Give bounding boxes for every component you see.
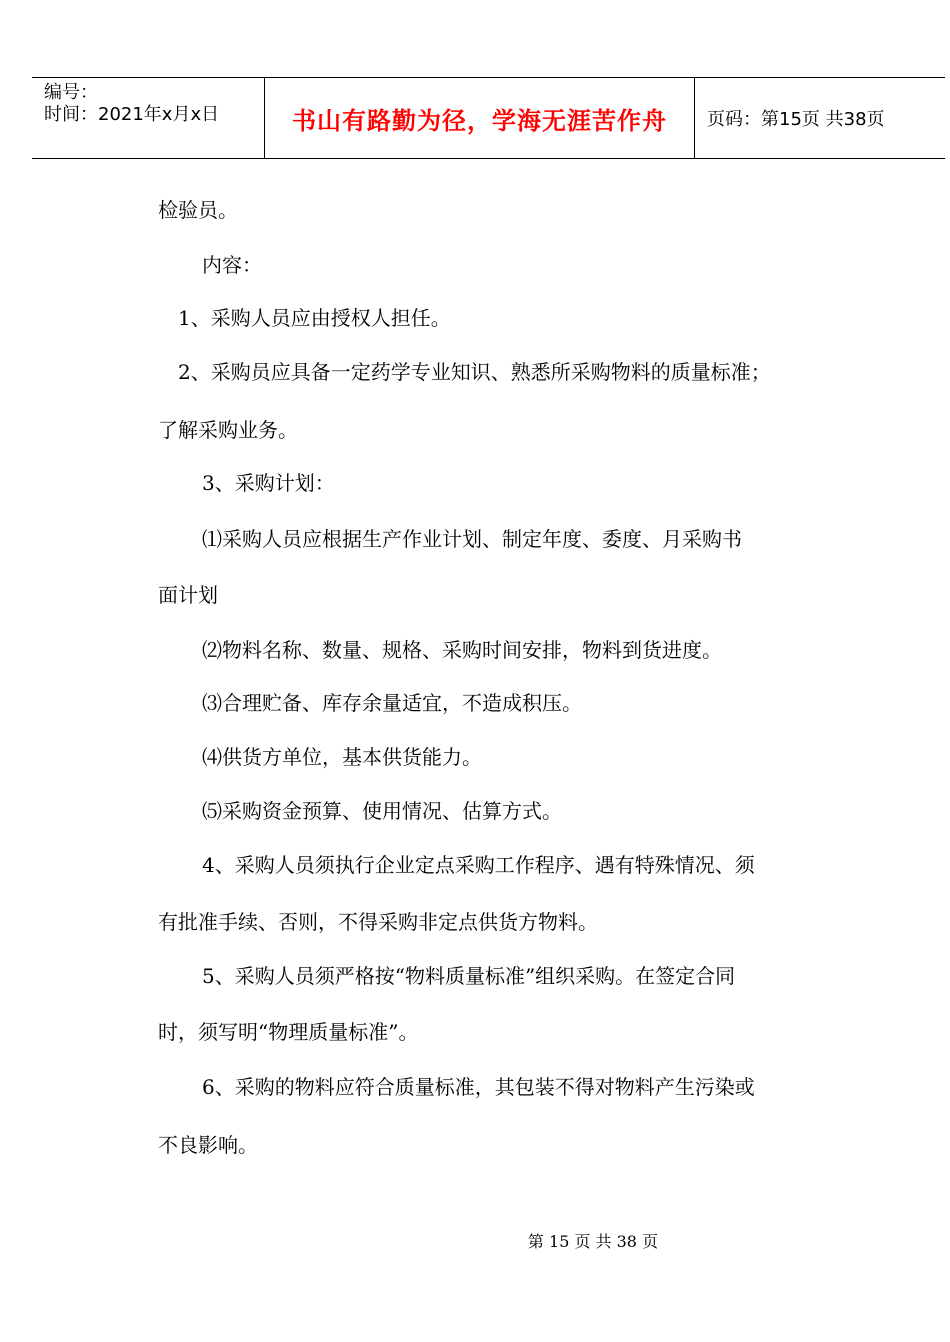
time-label: 时间：2021年x月x日 (44, 104, 220, 125)
text-line: ⑷供货方单位，基本供货能力。 (202, 745, 482, 769)
header-meta (44, 82, 219, 126)
page-footer (0, 1229, 950, 1252)
text-line: ⑶合理贮备、库存余量适宜，不造成积压。 (202, 691, 582, 715)
text-line: ⑵物料名称、数量、规格、采购时间安排，物料到货进度。 (202, 638, 722, 662)
header-page-label: 页码：第15页 共38页 (707, 109, 885, 130)
text-line: ⑴采购人员应根据生产作业计划、制定年度、委度、月采购书 (202, 527, 742, 551)
text-line: 5、采购人员须严格按“物料质量标准”组织采购。在签定合同 (202, 964, 736, 988)
text-line: 6、采购的物料应符合质量标准，其包装不得对物料产生污染或 (202, 1075, 755, 1099)
text-line: 4、采购人员须执行企业定点采购工作程序、遇有特殊情况、须 (202, 853, 755, 877)
text-line: 内容： (202, 253, 262, 277)
text-line: 检验员。 (158, 198, 238, 222)
header-motto: 书山有路勤为径，学海无涯苦作舟 (292, 106, 667, 135)
text-line: ⑸采购资金预算、使用情况、估算方式。 (202, 799, 562, 823)
text-line: 面计划 (158, 583, 218, 607)
text-line: 2、采购员应具备一定药学专业知识、熟悉所采购物料的质量标准； (178, 360, 771, 384)
text-line: 3、采购计划： (202, 471, 335, 495)
text-line: 1、采购人员应由授权人担任。 (178, 306, 451, 330)
footer-page-number: 第 15 页 共 38 页 (527, 1232, 659, 1251)
text-line: 时，须写明“物理质量标准”。 (158, 1020, 419, 1044)
text-line: 有批准手续、否则，不得采购非定点供货方物料。 (158, 910, 598, 934)
number-label: 编号： (44, 82, 98, 103)
text-line: 了解采购业务。 (158, 418, 298, 442)
page-header (32, 77, 945, 159)
text-line: 不良影响。 (158, 1133, 258, 1157)
